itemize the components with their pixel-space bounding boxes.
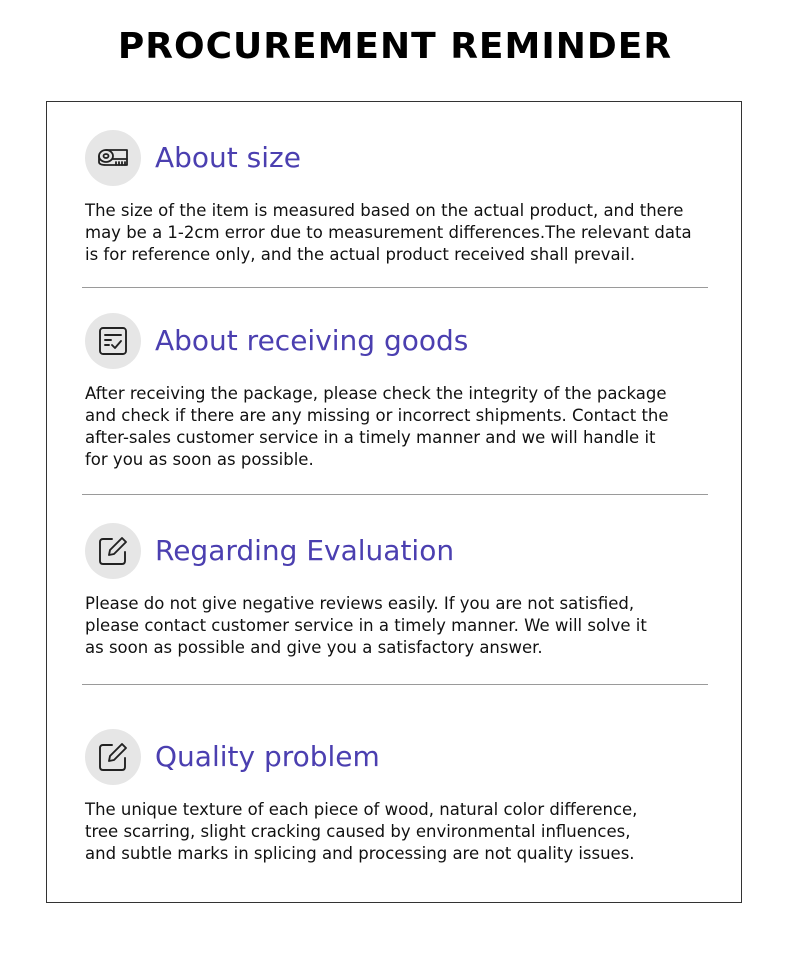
section-divider <box>82 494 708 495</box>
section-about-size <box>85 130 717 264</box>
page-title: PROCUREMENT REMINDER <box>117 26 673 67</box>
checklist-icon <box>85 313 141 369</box>
body-line: may be a 1-2cm error due to measurement differences.The relevant data <box>85 223 692 242</box>
section-body <box>85 593 715 659</box>
section-regarding-evaluation <box>85 523 717 657</box>
edit-icon <box>85 523 141 579</box>
body-line: and check if there are any missing or incorrect shipments. Contact the <box>85 406 669 425</box>
section-heading: About size <box>155 141 301 174</box>
body-line: and subtle marks in splicing and processing are not quality issues. <box>85 844 635 863</box>
section-heading: Regarding Evaluation <box>155 534 455 567</box>
section-about-receiving-goods <box>85 313 717 469</box>
section-body <box>85 200 715 266</box>
section-header <box>85 523 717 581</box>
section-header <box>85 130 717 188</box>
body-line: please contact customer service in a timely manner. We will solve it <box>85 616 647 635</box>
tape-measure-icon <box>85 130 141 186</box>
section-heading: Quality problem <box>155 740 380 773</box>
body-line: for you as soon as possible. <box>85 450 314 469</box>
section-divider <box>82 684 708 685</box>
body-line: The unique texture of each piece of wood, natural color difference, <box>85 800 638 819</box>
body-line: The size of the item is measured based on the actual product, and there <box>85 201 684 220</box>
section-header <box>85 313 717 371</box>
body-line: as soon as possible and give you a satisfactory answer. <box>85 638 543 657</box>
section-body <box>85 799 715 865</box>
section-quality-problem <box>85 729 717 863</box>
body-line: tree scarring, slight cracking caused by environmental influences, <box>85 822 631 841</box>
body-line: after-sales customer service in a timely manner and we will handle it <box>85 428 656 447</box>
edit-icon <box>85 729 141 785</box>
body-line: Please do not give negative reviews easily. If you are not satisfied, <box>85 594 635 613</box>
section-heading: About receiving goods <box>155 324 469 357</box>
reminder-panel <box>46 101 742 903</box>
section-header <box>85 729 717 787</box>
section-divider <box>82 287 708 288</box>
body-line: After receiving the package, please check the integrity of the package <box>85 384 667 403</box>
section-body <box>85 383 715 471</box>
body-line: is for reference only, and the actual product received shall prevail. <box>85 245 636 264</box>
